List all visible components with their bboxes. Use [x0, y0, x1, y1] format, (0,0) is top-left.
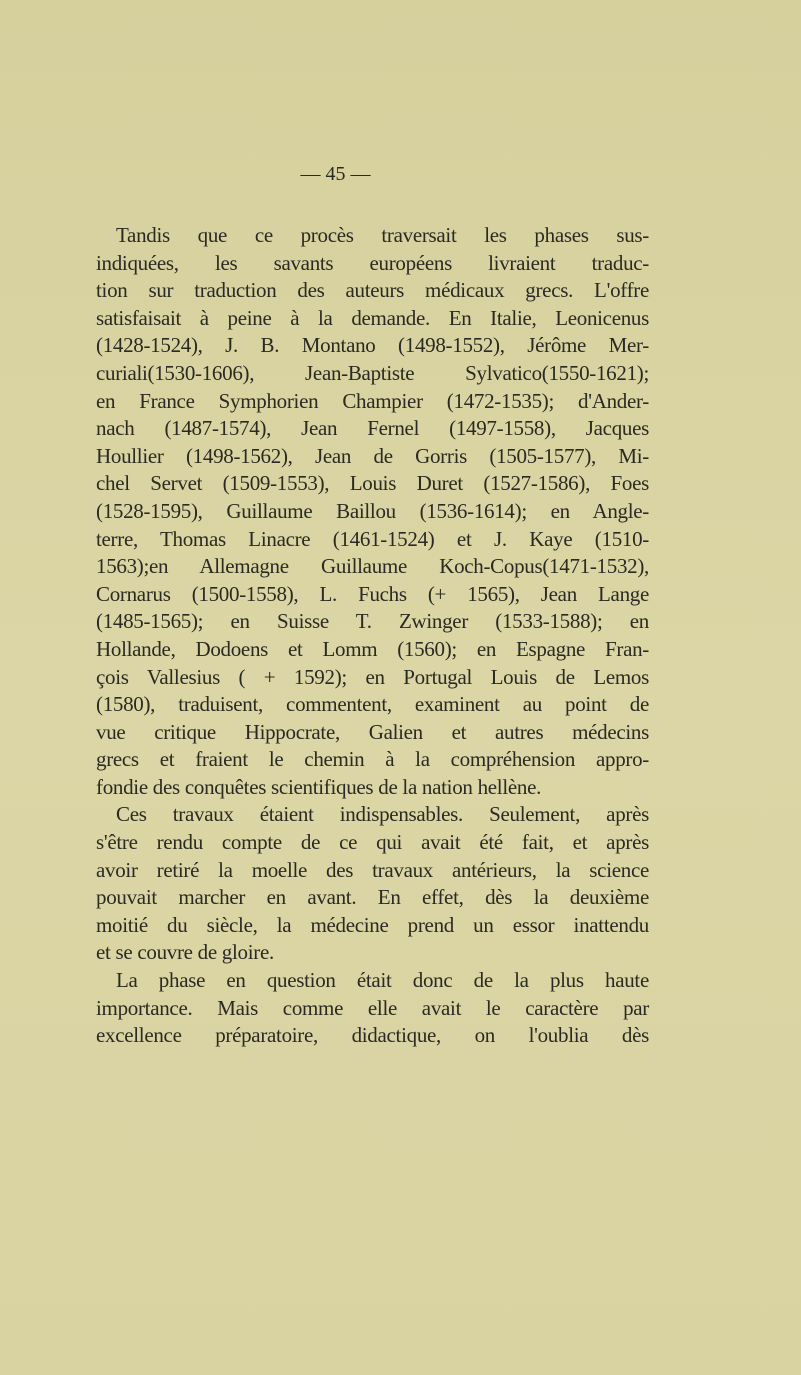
- text-line: excellence préparatoire, didactique, on l'oublia dès: [96, 1023, 649, 1048]
- text-line: terre, Thomas Linacre (1461-1524) et J. Kaye (1510-: [96, 526, 649, 551]
- text-line: grecs et fraient le chemin à la compréhension appro-: [96, 747, 649, 772]
- text-line: (1428-1524), J. B. Montano (1498-1552), Jérôme Mer-: [96, 333, 649, 358]
- text-line: Houllier (1498-1562), Jean de Gorris (1505-1577), Mi-: [96, 443, 649, 468]
- text-line: pouvait marcher en avant. En effet, dès la deuxième: [96, 885, 649, 910]
- text-line: (1528-1595), Guillaume Baillou (1536-1614); en Angle-: [96, 498, 649, 523]
- text-line: Cornarus (1500-1558), L. Fuchs (+ 1565), Jean Lange: [96, 581, 649, 606]
- text-line: vue critique Hippocrate, Galien et autres médecins: [96, 719, 649, 744]
- text-line: (1580), traduisent, commentent, examinent au point de: [96, 692, 649, 717]
- text-line: importance. Mais comme elle avait le caractère par: [96, 995, 649, 1020]
- text-line: chel Servet (1509-1553), Louis Duret (1527-1586), Foes: [96, 471, 649, 496]
- text-line: (1485-1565); en Suisse T. Zwinger (1533-1588); en: [96, 609, 649, 634]
- body-text: [96, 222, 649, 1050]
- text-line: nach (1487-1574), Jean Fernel (1497-1558), Jacques: [96, 416, 649, 441]
- text-line: Hollande, Dodoens et Lomm (1560); en Espagne Fran-: [96, 636, 649, 661]
- text-line: s'être rendu compte de ce qui avait été fait, et après: [96, 830, 649, 855]
- text-line: et se couvre de gloire.: [96, 940, 274, 965]
- text-line: çois Vallesius ( + 1592); en Portugal Louis de Lemos: [96, 664, 649, 689]
- text-line: fondie des conquêtes scientifiques de la nation hellène.: [96, 774, 542, 799]
- text-line: 1563);en Allemagne Guillaume Koch-Copus(1471-1532),: [96, 554, 649, 579]
- text-line: Tandis que ce procès traversait les phases sus-: [116, 223, 649, 247]
- text-line: en France Symphorien Champier (1472-1535); d'Ander-: [96, 388, 649, 413]
- text-line: avoir retiré la moelle des travaux antérieurs, la science: [96, 857, 649, 882]
- text-line: satisfaisait à peine à la demande. En Italie, Leonicenus: [96, 305, 649, 330]
- text-line: moitié du siècle, la médecine prend un essor inattendu: [96, 912, 649, 937]
- text-line: indiquées, les savants européens livraient traduc-: [96, 250, 649, 275]
- text-line: La phase en question était donc de la plus haute: [116, 968, 649, 993]
- text-line: Ces travaux étaient indispensables. Seulement, après: [116, 802, 649, 827]
- text-line: curiali(1530-1606), Jean-Baptiste Sylvatico(1550-1621);: [96, 360, 649, 385]
- page-number: — 45 —: [300, 163, 371, 185]
- text-line: tion sur traduction des auteurs médicaux grecs. L'offre: [96, 278, 649, 303]
